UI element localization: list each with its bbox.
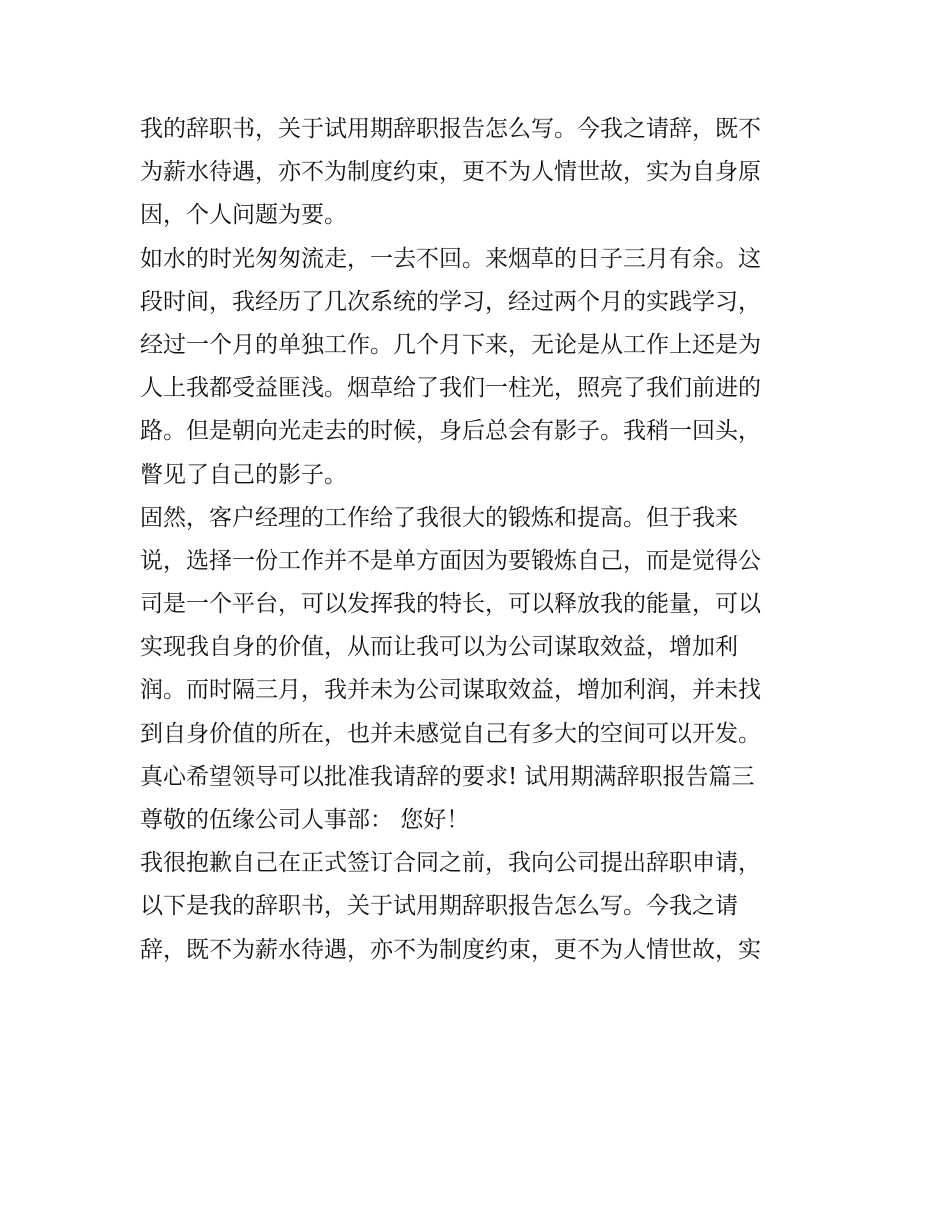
text-line: 因，个人问题为要。 (140, 202, 347, 229)
text-line: 辞，既不为薪水待遇，亦不为制度约束，更不为人情世故，实 (140, 936, 761, 963)
text-line: 经过一个月的单独工作。几个月下来，无论是从工作上还是为 (140, 331, 761, 358)
text-line: 到自身价值的所在，也并未感觉自己有多大的空间可以开发。 (140, 720, 761, 747)
text-line: 说，选择一份工作并不是单方面因为要锻炼自己，而是觉得公 (140, 547, 761, 574)
text-line: 为薪水待遇，亦不为制度约束，更不为人情世故，实为自身原 (140, 159, 761, 186)
text-line: 固然，客户经理的工作给了我很大的锻炼和提高。但于我来 (140, 504, 738, 531)
text-line: 瞥见了自己的影子。 (140, 461, 347, 488)
text-line: 以下是我的辞职书，关于试用期辞职报告怎么写。今我之请 (140, 893, 738, 920)
text-line: 司是一个平台，可以发挥我的特长，可以释放我的能量，可以 (140, 591, 761, 618)
text-line: 路。但是朝向光走去的时候，身后总会有影子。我稍一回头， (140, 418, 761, 445)
text-line: 真心希望领导可以批准我请辞的要求! 试用期满辞职报告篇三 (140, 763, 755, 790)
text-line: 尊敬的伍缘公司人事部： 您好！ (140, 807, 470, 833)
text-line: 润。而时隔三月，我并未为公司谋取效益，增加利润，并未找 (140, 677, 761, 704)
text-line: 段时间，我经历了几次系统的学习，经过两个月的实践学习， (140, 288, 761, 315)
text-line: 实现我自身的价值，从而让我可以为公司谋取效益，增加利 (140, 634, 738, 661)
text-line: 我很抱歉自己在正式签订合同之前，我向公司提出辞职申请， (140, 850, 761, 877)
document-body (140, 108, 820, 972)
text-line: 我的辞职书，关于试用期辞职报告怎么写。今我之请辞，既不 (140, 116, 761, 142)
text-line: 如水的时光匆匆流走，一去不回。来烟草的日子三月有余。这 (140, 245, 761, 272)
text-line: 人上我都受益匪浅。烟草给了我们一柱光，照亮了我们前进的 (140, 375, 761, 402)
